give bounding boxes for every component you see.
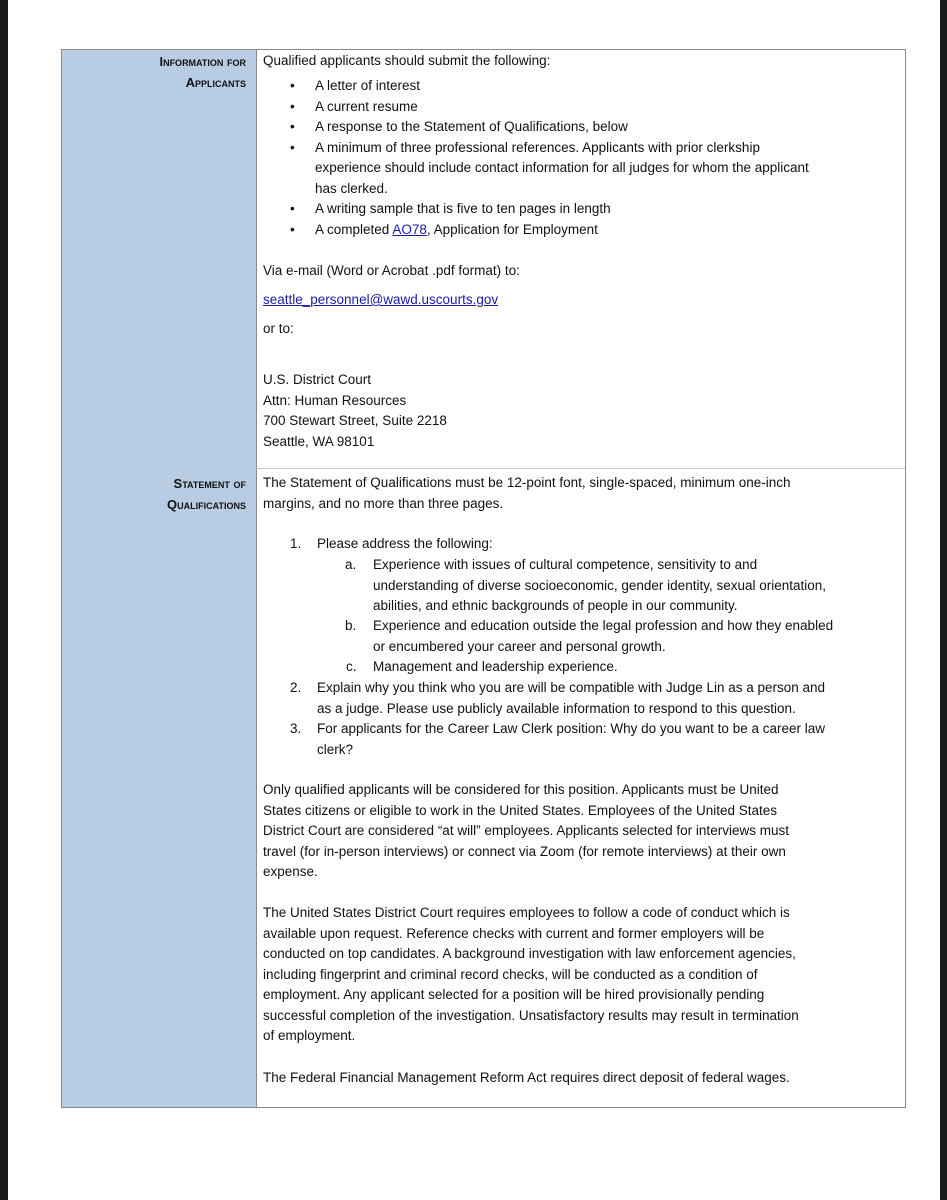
text-line: margins, and no more than three pages. [263, 495, 504, 511]
item-text-line: has clerked. [315, 180, 388, 196]
list-text [317, 719, 825, 760]
text-line: District Court are considered “at will” employees. Applicants selected for interviews must [263, 823, 789, 838]
or-to-text: or to: [263, 321, 294, 336]
email-link[interactable]: seattle_personnel@wawd.uscourts.gov [263, 292, 499, 307]
text-line: including fingerprint and criminal record checks, will be conducted as a condition of [263, 966, 758, 982]
item-text-line: experience should include contact information for all judges for whom the applicant [315, 160, 809, 175]
text-line: understanding of diverse socioeconomic, gender identity, sexual orientation, [373, 577, 827, 593]
text-line: 700 Stewart Street, Suite 2218 [263, 413, 447, 428]
text-line: Only qualified applicants will be considered for this position. Applicants must be United [263, 782, 779, 797]
row-divider [256, 468, 905, 469]
item-text-line: A response to the Statement of Qualifications, below [315, 119, 628, 134]
label-column [62, 50, 257, 1107]
text-line: abilities, and ethnic backgrounds of people in our community. [373, 598, 738, 613]
item-text-line: A current resume [315, 98, 418, 114]
text-line: expense. [263, 864, 318, 879]
text-line: Explain why you think who you are will be compatible with Judge Lin as a person and [317, 680, 826, 695]
eligibility-paragraph [263, 780, 789, 883]
text-line: successful completion of the investigation. Unsatisfactory results may result in termination [263, 1007, 799, 1023]
list-text: Please address the following: [317, 536, 493, 551]
text-line: For applicants for the Career Law Clerk position: Why do you want to be a career law [317, 721, 825, 736]
sublist-text [373, 555, 826, 617]
heading-line: Statement of [173, 476, 246, 491]
item-text: A completed [315, 222, 393, 237]
statement-intro [263, 473, 791, 514]
item-text-line: A writing sample that is five to ten pages in length [315, 201, 611, 216]
text-line: Experience with issues of cultural competence, sensitivity to and [373, 557, 758, 572]
ao78-link[interactable]: AO78 [392, 222, 427, 237]
item-text-line: A letter of interest [315, 78, 421, 93]
text-line: The Statement of Qualifications must be 12-point font, single-spaced, minimum one-inch [263, 475, 791, 490]
sublist-letter: b. [345, 618, 357, 633]
sublist-text: Management and leadership experience. [373, 659, 618, 674]
text-line: Experience and education outside the legal profession and how they enabled [373, 618, 834, 633]
heading-line: Applicants [185, 74, 246, 90]
list-number: 1. [290, 536, 302, 551]
heading-information-for-applicants [159, 52, 246, 93]
item-text-line: A minimum of three professional references. Applicants with prior clerkship [315, 139, 760, 155]
sublist-text [373, 616, 833, 657]
heading-line: Information for [159, 54, 246, 69]
conduct-paragraph [263, 903, 799, 1047]
text-line: of employment. [263, 1028, 356, 1043]
text-line: Attn: Human Resources [263, 392, 407, 408]
viewer-right-edge [940, 0, 947, 1200]
text-line: The United States District Court requires employees to follow a code of conduct which is [263, 905, 790, 920]
list-number: 2. [290, 680, 302, 695]
text-line: or encumbered your career and personal growth. [373, 638, 666, 654]
list-text [317, 678, 825, 719]
text-line: employment. Any applicant selected for a position will be hired provisionally pending [263, 987, 765, 1002]
text-line: travel (for in-person interviews) or connect via Zoom (for remote interviews) at their own [263, 843, 786, 859]
text-line: available upon request. Reference checks with current and former employers will be [263, 925, 765, 941]
mailing-address [263, 370, 447, 452]
text-line: conducted on top candidates. A background investigation with law enforcement agencies, [263, 946, 796, 961]
text-line: clerk? [317, 741, 354, 757]
bullet-icon: • [290, 201, 295, 216]
bullet-icon: • [290, 222, 295, 237]
intro-text: Qualified applicants should submit the following: [263, 53, 551, 68]
text-line: States citizens or eligible to work in the United States. Employees of the United States [263, 802, 778, 818]
text-line: as a judge. Please use publicly available information to respond to this question. [317, 700, 796, 716]
email-instructions: Via e-mail (Word or Acrobat .pdf format) to: [263, 263, 520, 278]
bullet-icon: • [290, 119, 295, 134]
direct-deposit-paragraph: The Federal Financial Management Reform Act requires direct deposit of federal wages. [263, 1070, 790, 1085]
sublist-letter: a. [345, 557, 357, 572]
list-number: 3. [290, 721, 302, 736]
heading-statement-of-qualifications [167, 474, 246, 515]
sublist-letter: c. [346, 659, 357, 674]
heading-line: Qualifications [167, 496, 246, 512]
bullet-icon: • [290, 78, 295, 93]
viewer-left-edge [0, 0, 8, 1200]
text-line: U.S. District Court [263, 372, 372, 387]
bullet-icon: • [290, 98, 295, 114]
text-line: Seattle, WA 98101 [263, 433, 375, 449]
item-text: , Application for Employment [426, 222, 598, 237]
bullet-icon: • [290, 139, 295, 155]
